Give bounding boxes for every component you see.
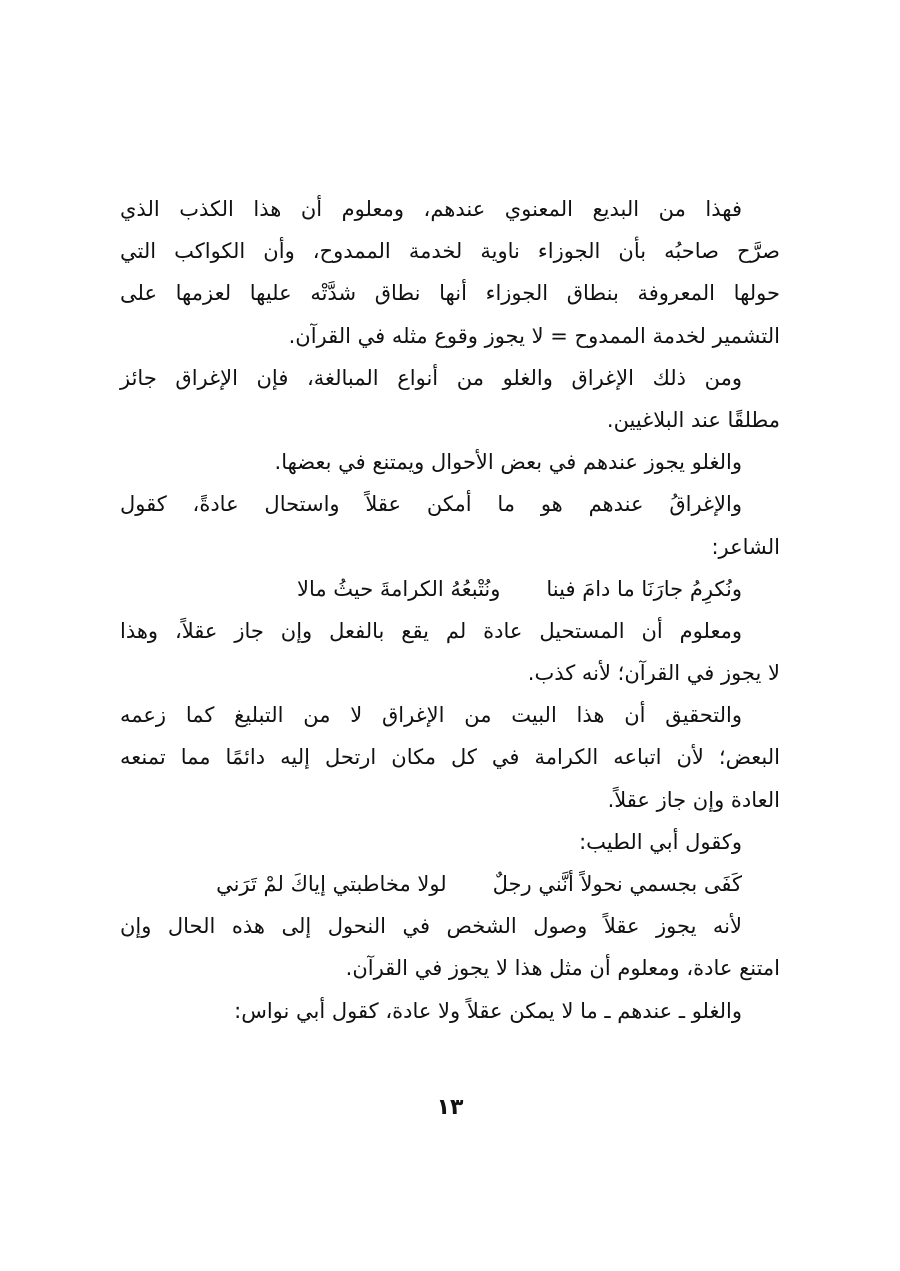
paragraph-line: وكقول أبي الطيب:	[579, 829, 742, 854]
paragraph-line: البعض؛ لأن اتباعه الكرامة في كل مكان ارتحل إليه دائمًا مما تمنعه	[120, 745, 780, 770]
paragraph-line: والإغراقُ عندهم هو ما أمكن عقلاً واستحال عادةً، كقول	[120, 492, 742, 517]
paragraph-line: ومن ذلك الإغراق والغلو من أنواع المبالغة، فإن الإغراق جائز	[120, 365, 742, 390]
paragraph-line: الشاعر:	[711, 534, 780, 559]
paragraph-line: فهذا من البديع المعنوي عندهم، ومعلوم أن هذا الكذب الذي	[120, 197, 742, 221]
verse-second-hemistich: ونُتْبعُهُ الكرامةَ حيثُ مالا	[297, 576, 501, 601]
paragraph-line: حولها المعروفة بنطاق الجوزاء أنها نطاق شدَّتْه عليها لعزمها على	[120, 281, 780, 306]
paragraph-line: العادة وإن جاز عقلاً.	[607, 787, 780, 812]
paragraph-line: والغلو ـ عندهم ـ ما لا يمكن عقلاً ولا عادة، كقول أبي نواس:	[234, 998, 742, 1023]
paragraph-line: والغلو يجوز عندهم في بعض الأحوال ويمتنع في بعضها.	[274, 450, 742, 475]
paragraph-line: التشمير لخدمة الممدوح = لا يجوز وقوع مثله في القرآن.	[288, 323, 780, 348]
poem-verse	[120, 568, 780, 610]
paragraph-line: امتنع عادة، ومعلوم أن مثل هذا لا يجوز في القرآن.	[345, 956, 780, 981]
poem-verse	[120, 863, 780, 905]
paragraph-line: لأنه يجوز عقلاً وصول الشخص في النحول إلى هذه الحال وإن	[120, 914, 742, 939]
paragraph-line: مطلقًا عند البلاغيين.	[606, 407, 780, 432]
body-text	[120, 188, 780, 1032]
paragraph-line: والتحقيق أن هذا البيت من الإغراق لا من التبليغ كما زعمه	[120, 703, 742, 728]
page-number: ١٣	[436, 1095, 464, 1120]
verse-first-hemistich: ونُكرِمُ جارَنَا ما دامَ فينا	[546, 576, 742, 601]
paragraph-line: لا يجوز في القرآن؛ لأنه كذب.	[527, 661, 780, 686]
verse-first-hemistich: كَفَى بجسمي نحولاً أنَّني رجلٌ	[492, 872, 742, 896]
verse-second-hemistich: لولا مخاطبتي إياكَ لمْ تَرَني	[216, 872, 447, 896]
paragraph-line: صرَّح صاحبُه بأن الجوزاء ناوية لخدمة الممدوح، وأن الكواكب التي	[120, 239, 780, 264]
paragraph-line: ومعلوم أن المستحيل عادة لم يقع بالفعل وإن جاز عقلاً، وهذا	[120, 618, 742, 643]
